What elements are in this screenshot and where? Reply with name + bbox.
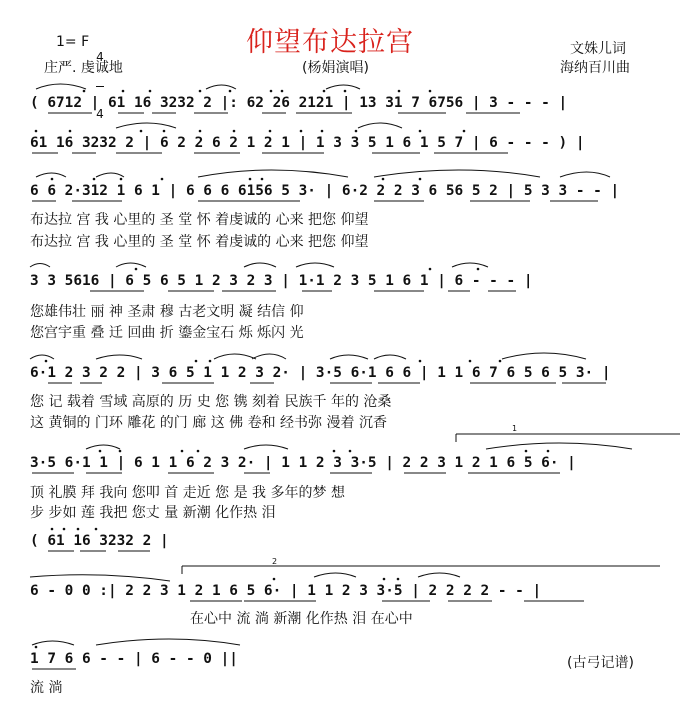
- key-signature: 1= F: [56, 34, 90, 50]
- lyrics-system-5-verse-1: 您 记 载着 雪域 高原的 历 史 您 镌 刻着 民族千 年的 沧桑: [30, 394, 392, 410]
- song-title: 仰望布达拉宫: [246, 27, 414, 58]
- score-system-2: 61 16 3232 2 | 6 2 2 6 2 1 2 1 | 1 3 3 5 1 6 1 5 7 | 6 - - - ) |: [30, 135, 585, 151]
- score-system-5: 6·1 2 3 2 2 | 3 6 5 1 1 2 3 2· | 3·5 6·1 6 6 | 1 1 6 7 6 5 6 5 3· |: [30, 365, 611, 381]
- singer-credit: (杨娟演唱): [302, 60, 369, 76]
- lyrics-system-4-verse-1: 您雄伟壮 丽 神 圣肃 穆 古老文明 凝 结信 仰: [30, 304, 304, 320]
- lyrics-system-5-verse-2: 这 黄铜的 门环 雕花 的门 廊 这 佛 卷和 经书弥 漫着 沉香: [30, 415, 387, 431]
- score-system-4: 3 3 5616 | 6 5 6 5 1 2 3 2 3 | 1·1 2 3 5 1 6 1 | 6 - - - |: [30, 273, 533, 289]
- transcriber-credit: (古弓记谱): [567, 655, 634, 671]
- lyrics-system-6-verse-1: 顶 礼膜 拜 我向 您叩 首 走近 您 是 我 多年的梦 想: [30, 485, 345, 501]
- lyrics-system-6-verse-2: 步 步如 莲 我把 您丈 量 新潮 化作热 泪: [30, 505, 276, 521]
- composer-credit: 海纳百川曲: [560, 60, 630, 76]
- lyrics-system-8: 流 淌: [30, 680, 63, 696]
- lyrics-system-7: 在心中 流 淌 新潮 化作热 泪 在心中: [190, 611, 413, 627]
- score-system-8: 1 7 6 6 - - | 6 - - 0 ||: [30, 651, 238, 667]
- score-system-3: 6 6 2·312 1 6 1 | 6 6 6 6156 5 3· | 6·2 2 2 3 6 56 5 2 | 5 3 3 - - |: [30, 183, 620, 199]
- score-system-7-ending: 6 - 0 0 :| 2 2 3 1 2 1 6 5 6· | 1 1 2 3 3·5 | 2 2 2 2 - - |: [30, 583, 542, 599]
- lyricist-credit: 文姝儿词: [570, 41, 626, 57]
- tempo-mark: 庄严. 虔诚地: [44, 60, 123, 76]
- volta-1-label: 1: [512, 424, 518, 433]
- score-system-6: 3·5 6·1 1 | 6 1 1 6 2 3 2· | 1 1 2 3 3·5 | 2 2 3 1 2 1 6 5 6· |: [30, 455, 576, 471]
- volta-2-label: 2: [272, 557, 278, 566]
- score-system-7-interlude: ( 61 16 3232 2 |: [30, 533, 169, 549]
- lyrics-system-4-verse-2: 您宫宇重 叠 迁 回曲 折 鎏金宝石 烁 烁闪 光: [30, 325, 304, 341]
- score-system-1: ( 6712 | 61 16 3232 2 |: 62 26 2121 | 13 31 7 6756 | 3 - - - |: [30, 95, 568, 111]
- lyrics-system-3-verse-2: 布达拉 宫 我 心里的 圣 堂 怀 着虔诚的 心来 把您 仰望: [30, 234, 369, 250]
- lyrics-system-3-verse-1: 布达拉 宫 我 心里的 圣 堂 怀 着虔诚的 心来 把您 仰望: [30, 212, 369, 228]
- time-signature-top: 4: [96, 50, 104, 64]
- time-signature-bottom: 4: [96, 107, 104, 121]
